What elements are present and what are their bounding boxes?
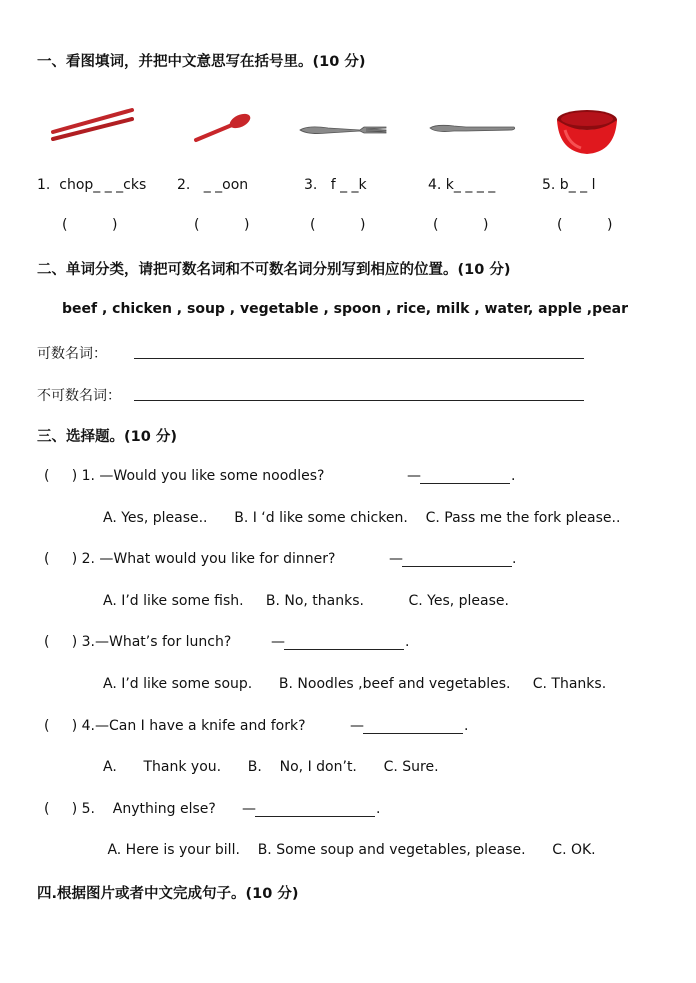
countable-answer-line[interactable]: [134, 358, 584, 359]
answer-bracket-5[interactable]: ( ): [557, 217, 613, 233]
answer-line-5[interactable]: [255, 816, 375, 817]
answer-line-4[interactable]: [363, 733, 463, 734]
options-3: A. I’d like some soup. B. Noodles ,beef and vegetables. C. Thanks.: [103, 676, 607, 692]
fill-item-4: 4. k_ _ _ _: [428, 177, 496, 193]
answer-dash-2: —: [389, 551, 403, 567]
fill-item-3: 3. f _ _k: [304, 177, 367, 193]
options-2: A. I’d like some fish. B. No, thanks. C. Yes, please.: [103, 593, 509, 609]
section3-title: 三、选择题。(10 分): [37, 429, 178, 445]
answer-bracket-2[interactable]: ( ): [194, 217, 250, 233]
knife-icon: [428, 121, 518, 137]
chopsticks-icon: [50, 104, 135, 142]
answer-bracket-3[interactable]: ( ): [310, 217, 366, 233]
period: .: [511, 468, 516, 484]
uncountable-label: 不可数名词：: [37, 388, 121, 404]
fill-item-5: 5. b_ _ l: [542, 177, 596, 193]
question-3: ( ) 3.—What’s for lunch?: [44, 634, 232, 650]
answer-line-3[interactable]: [284, 649, 404, 650]
answer-bracket-1[interactable]: ( ): [62, 217, 118, 233]
section2-title: 二、单词分类，请把可数名词和不可数名词分别写到相应的位置。(10 分): [37, 262, 511, 278]
section4-title: 四.根据图片或者中文完成句子。(10 分): [37, 886, 299, 902]
period: .: [512, 551, 517, 567]
bowl-icon: [555, 104, 619, 156]
options-5: A. Here is your bill. B. Some soup and vegetables, please. C. OK.: [103, 842, 596, 858]
uncountable-answer-line[interactable]: [134, 400, 584, 401]
answer-bracket-4[interactable]: ( ): [433, 217, 489, 233]
answer-dash-3: —: [271, 634, 285, 650]
options-1: A. Yes, please.. B. I ‘d like some chicken. C. Pass me the fork please..: [103, 510, 621, 526]
section1-title: 一、看图填词，并把中文意思写在括号里。(10 分): [37, 54, 366, 70]
answer-dash-5: —: [242, 801, 256, 817]
fill-item-1: 1. chop_ _ _cks: [37, 177, 147, 193]
period: .: [464, 718, 469, 734]
question-2: ( ) 2. —What would you like for dinner?: [44, 551, 336, 567]
question-1: ( ) 1. —Would you like some noodles?: [44, 468, 325, 484]
fork-icon: [298, 122, 390, 140]
word-list: beef , chicken , soup , vegetable , spoon , rice, milk , water, apple ,pear: [62, 301, 628, 317]
spoon-icon: [192, 110, 254, 144]
question-4: ( ) 4.—Can I have a knife and fork?: [44, 718, 306, 734]
period: .: [376, 801, 381, 817]
question-5: ( ) 5. Anything else?: [44, 801, 216, 817]
fill-item-2: 2. _ _oon: [177, 177, 249, 193]
options-4: A. Thank you. B. No, I don’t. C. Sure.: [103, 759, 439, 775]
answer-dash-4: —: [350, 718, 364, 734]
answer-dash-1: —: [407, 468, 421, 484]
countable-label: 可数名词：: [37, 346, 107, 362]
period: .: [405, 634, 410, 650]
answer-line-1[interactable]: [420, 483, 510, 484]
answer-line-2[interactable]: [402, 566, 512, 567]
